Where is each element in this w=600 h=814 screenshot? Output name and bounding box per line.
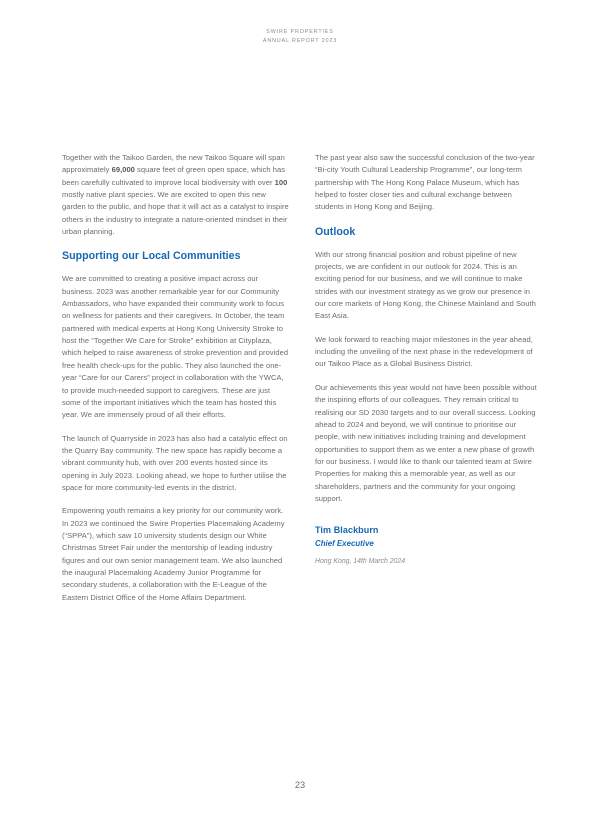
emphasis-plant-species: 100 [274,177,288,187]
paragraph-outlook-financial-position: With our strong financial position and robust pipeline of new projects, we are confident in our outlook for 2024. This is an exciting period for our business, and we will continue to make strides with our investment strategy as we grow our presence in our core markets of Hong Kong, the Chinese Mainland and South East Asia. [315,249,536,321]
page-number: 23 [294,780,306,790]
body-columns [62,152,542,604]
right-column [315,152,542,604]
paragraph-taikoo-square-text-c: mostly native plant species. We are excited to open this new garden to the public, and hope that it will act as a catalyst to inspire others in the industry to integrate a nature-oriented mindset in their urban planning. [62,190,289,237]
heading-outlook: Outlook [315,225,356,238]
paragraph-outlook-milestones: We look forward to reaching major milestones in the year ahead, including the unveiling of the next phase in the redevelopment of our Taikoo Place as a Global Business District. [315,334,533,369]
paragraph-community-ambassadors: We are committed to creating a positive impact across our business. 2023 was another remarkable year for our Community Ambassadors, who have expanded their community work to focus on wellness for patients and their caregivers. In October, the team partnered with medical experts at Hong Kong University Stroke to host the “Together We Care for Stroke” exhibition at Cityplaza, which helped to raise awareness of stroke prevention and provided free health check-ups for the public. They also launched the one-year “Care for our Carers” project in collaboration with the YWCA, to provide much-needed support to caregivers. These are just some of the important initiatives which the team has hosted this year. We are immensely proud of all their efforts. [62,274,289,420]
paragraph-taikoo-square [62,152,289,238]
running-head-line-2: ANNUAL REPORT 2023 [262,38,338,45]
paragraph-bicity-programme: The past year also saw the successful conclusion of the two-year “Bi-city Youth Cultural Leadership Programme”, our long-term partnership with The Hong Kong Palace Museum, which has helped to foster closer ties and cultural exchange between students in Hong Kong and Beijing. [315,153,535,212]
running-head-line-1: SWIRE PROPERTIES [266,29,334,35]
paragraph-taikoo-square-text-a: Together with the Taikoo Garden, the new Taikoo Square will span approximately [62,153,285,175]
left-column [62,152,289,604]
signatory-name: Tim Blackburn [315,525,379,536]
paragraph-outlook-acknowledgements: Our achievements this year would not have been possible without the inspiring efforts of our colleagues. They remain critical to realising our SD 2030 targets and to our overall success. Looking ahead to 2024 and beyond, we will continue to prioritise our people, with new initiatives including training and development opportunities to support them as we enter a new phase of growth for our business. I would like to thank our talented team at Swire Properties for making this a memorable year, as well as our shareholders, partners and the community for your ongoing support. [315,382,537,503]
signature-place-date: Hong Kong, 14th March 2024 [315,558,406,566]
paragraph-taikoo-square-text-b: square feet of green open space, which has been carefully cultivated to improve local biodiversity with over [62,165,286,187]
running-head [0,28,600,47]
paragraph-quarryside: The launch of Quarryside in 2023 has also had a catalytic effect on the Quarry Bay community. The new space has rapidly become a vibrant community hub, with over 200 events hosted since its opening in July 2023. Looking ahead, we hope to further utilise the space for more community-led events in the district. [62,433,288,492]
paragraph-placemaking-academy: Empowering youth remains a key priority for our community work. In 2023 we continued the Swire Properties Placemaking Academy (“SPPA”), which saw 10 university students design our White Christmas Street Fair under the mentorship of leading industry figures and our own senior management team. We also launched the inaugural Placemaking Academy Junior Programme for secondary students, a collaboration with the E-League of the Eastern District Office of the Home Affairs Department. [62,506,285,602]
heading-supporting-local-communities: Supporting our Local Communities [62,250,241,263]
emphasis-square-feet: 69,000 [111,165,135,175]
signatory-title: Chief Executive [315,539,374,549]
signature-block [315,524,542,567]
